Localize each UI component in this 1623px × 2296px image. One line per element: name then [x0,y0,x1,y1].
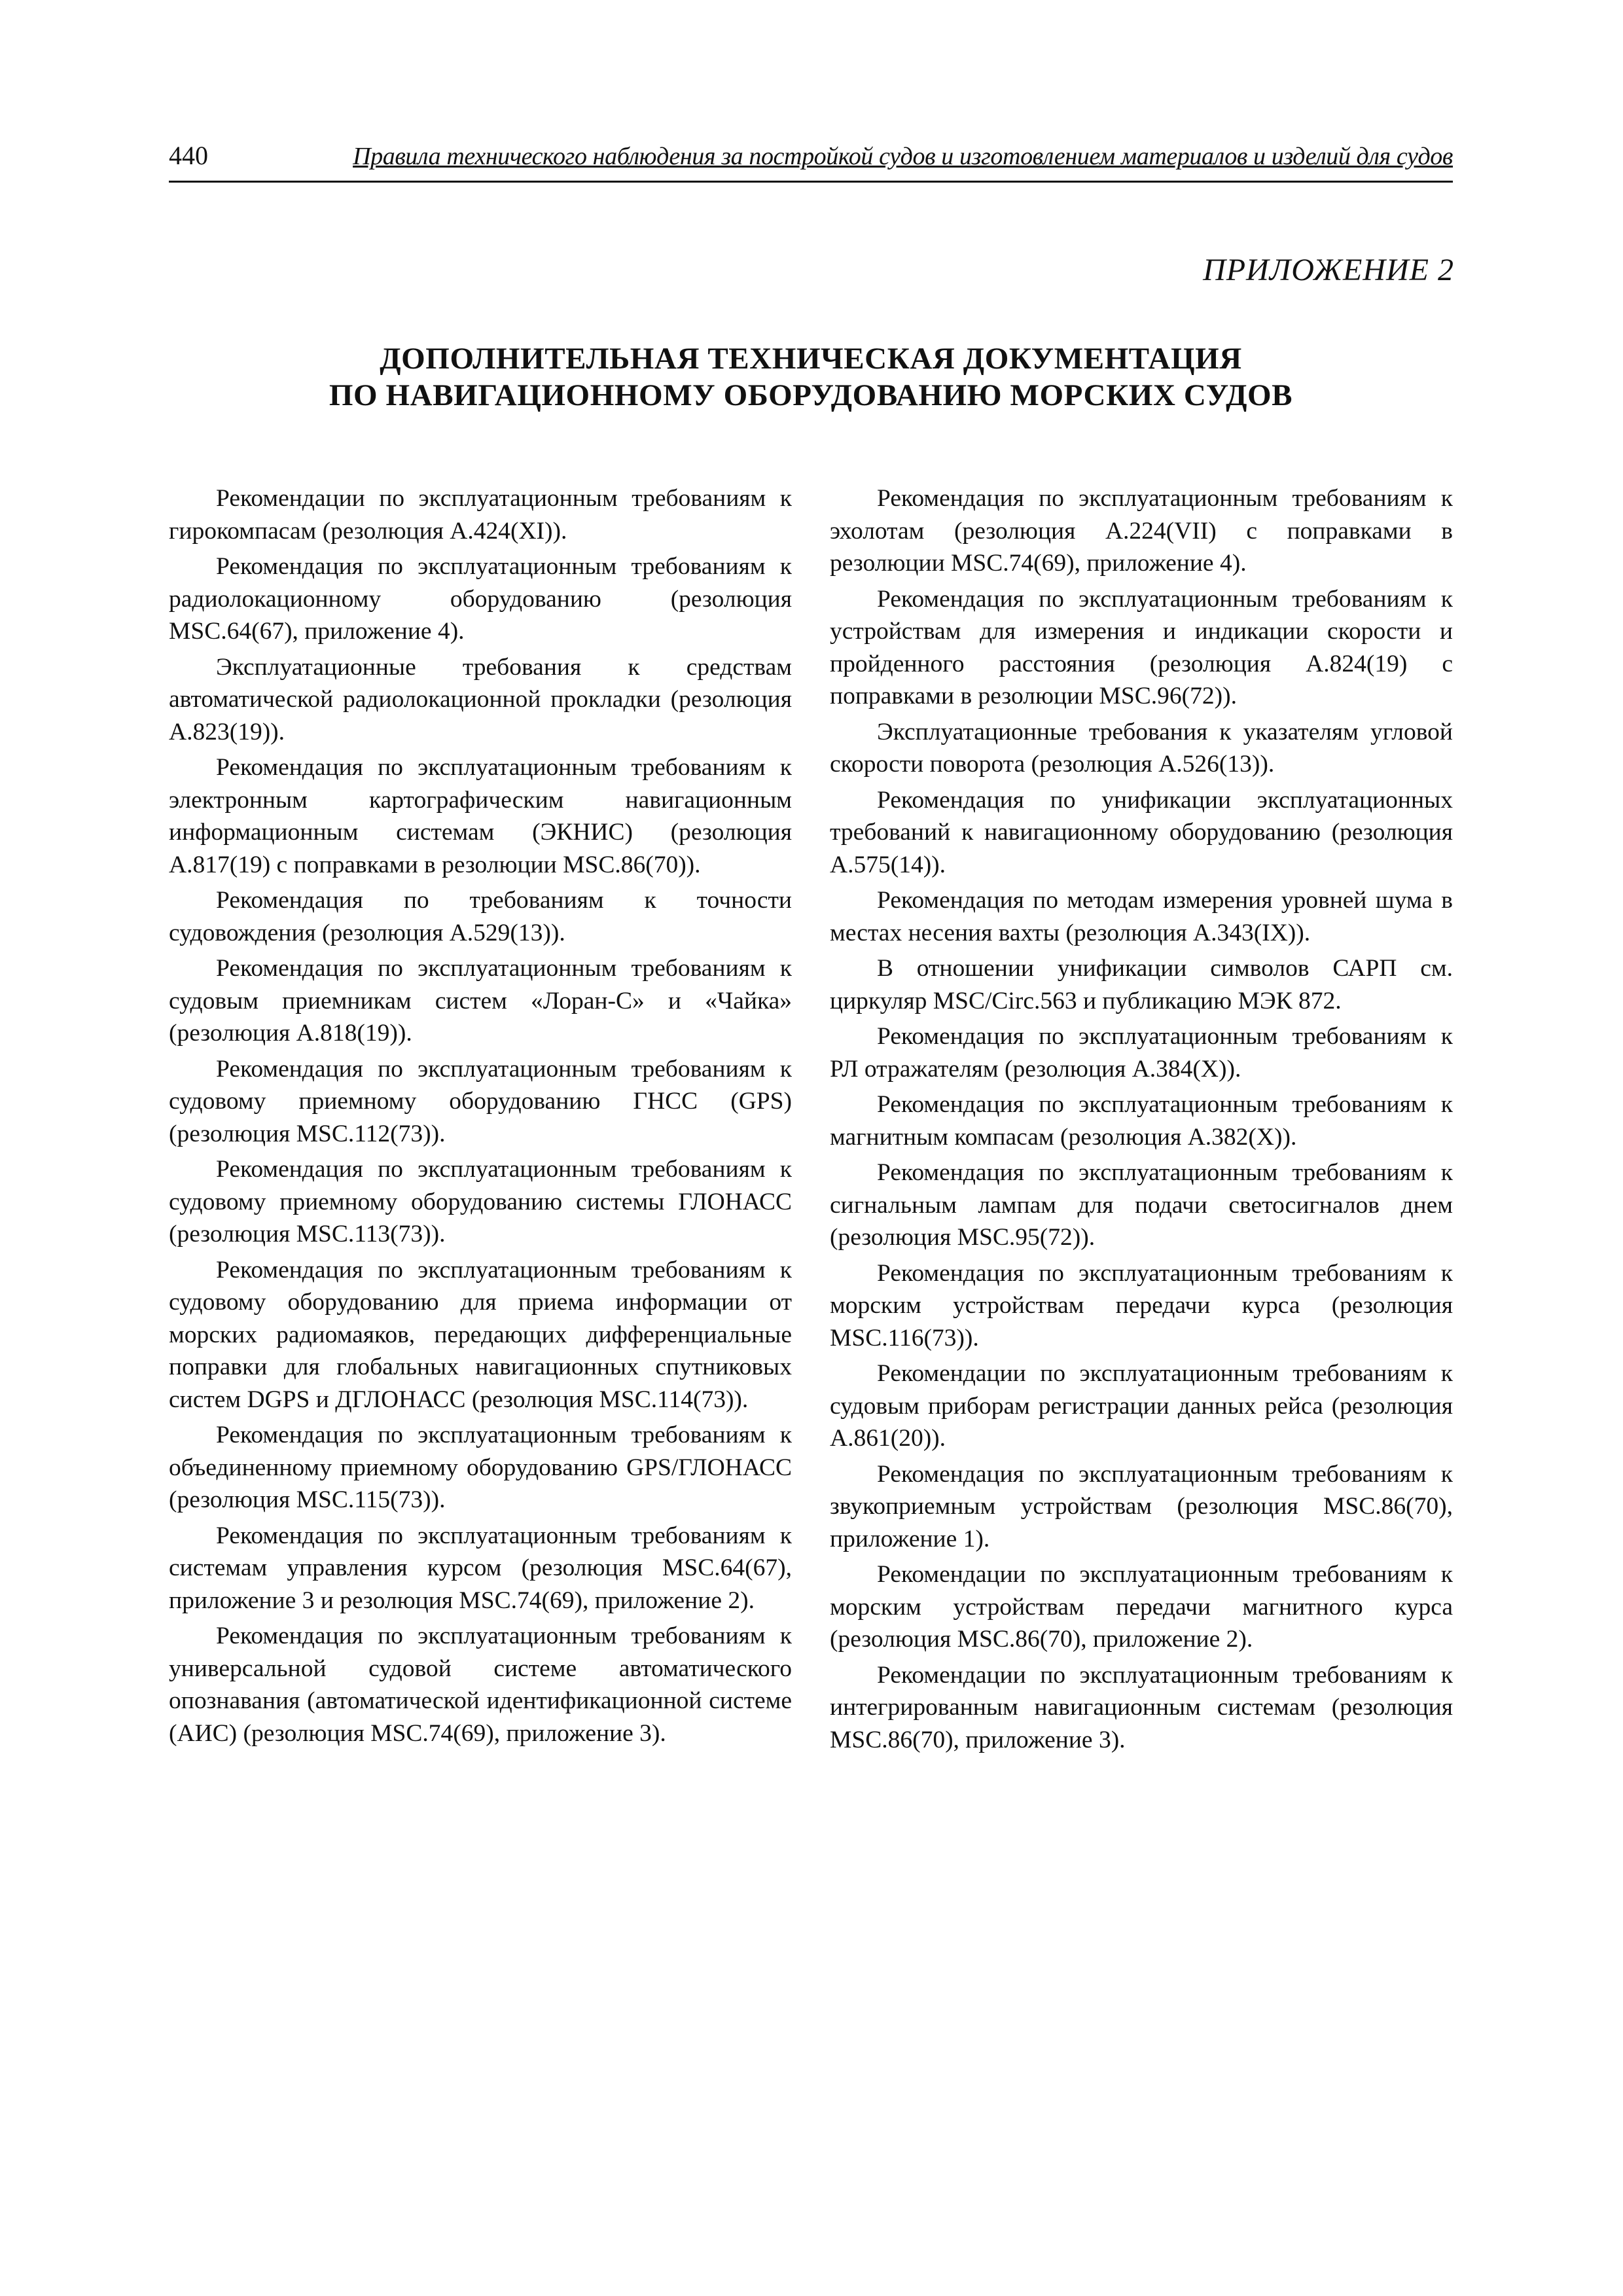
paragraph: Рекомендация по эксплуатационным требованиям к морским устройствам передачи курса (резолюция MSC.116(73)). [830,1259,1453,1352]
paragraph: Рекомендация по эксплуатационным требованиям к объединенному приемному оборудованию GPS/ГЛОНАСС (резолюция MSC.115(73)). [169,1422,792,1513]
paragraph: Рекомендации по эксплуатационным требованиям к интегрированным навигационным системам (резолюция MSC.86(70), приложение 3). [830,1661,1453,1753]
paragraph: Рекомендация по эксплуатационным требованиям к сигнальным лампам для подачи светосигналов днем (резолюция MSC.95(72)). [830,1159,1453,1251]
paragraph: Рекомендация по эксплуатационным требованиям к судовому приемному оборудованию ГНСС (GPS) (резолюция MSC.112(73)). [169,1055,792,1147]
paragraph: Рекомендация по эксплуатационным требованиям к эхолотам (резолюция A.224(VII) с поправками в резолюции MSC.74(69), приложение 4). [830,485,1453,577]
document-title-line-1: ДОПОЛНИТЕЛЬНАЯ ТЕХНИЧЕСКАЯ ДОКУМЕНТАЦИЯ [380,342,1242,376]
paragraph: Рекомендация по эксплуатационным требованиям к магнитным компасам (резолюция A.382(X)). [830,1091,1453,1151]
page-header [169,140,1453,183]
paragraph: В отношении унификации символов САРП см. циркуляр MSC/Circ.563 и публикацию МЭК 872. [830,955,1453,1014]
paragraph: Рекомендация по эксплуатационным требованиям к системам управления курсом (резолюция MSC.64(67), приложение 3 и резолюция MSC.74(69), приложение 2). [169,1522,792,1614]
left-column [169,482,792,1759]
paragraph: Рекомендации по эксплуатационным требованиям к морским устройствам передачи магнитного курса (резолюция MSC.86(70), приложение 2). [830,1561,1453,1653]
right-column [830,482,1453,1759]
paragraph: Рекомендация по методам измерения уровней шума в местах несения вахты (резолюция A.343(IX)). [830,887,1453,946]
paragraph: Рекомендация по эксплуатационным требованиям к устройствам для измерения и индикации скорости и пройденного расстояния (резолюция А.824(19) с поправками в резолюции MSC.96(72)). [830,585,1453,709]
paragraph: Рекомендация по эксплуатационным требованиям к звукоприемным устройствам (резолюция MSC.86(70), приложение 1). [830,1460,1453,1552]
paragraph: Рекомендация по требованиям к точности судовождения (резолюция А.529(13)). [169,887,792,946]
running-title: Правила технического наблюдения за постройкой судов и изготовлением материалов и изделий для судов [353,143,1453,170]
paragraph: Эксплуатационные требования к указателям угловой скорости поворота (резолюция А.526(13)). [830,718,1453,778]
appendix-label: ПРИЛОЖЕНИЕ 2 [1203,253,1454,287]
paragraph: Рекомендация по эксплуатационным требованиям к РЛ отражателям (резолюция A.384(X)). [830,1023,1453,1083]
paragraph: Рекомендация по эксплуатационным требованиям к судовым приемникам систем «Лоран-С» и «Чайка» (резолюция А.818(19)). [169,955,792,1047]
document-title-line-2: ПО НАВИГАЦИОННОМУ ОБОРУДОВАНИЮ МОРСКИХ СУДОВ [329,378,1293,412]
paragraph: Рекомендация по эксплуатационным требованиям к судовому оборудованию для приема информации от морских радиомаяков, передающих дифференциальные поправки для глобальных навигационных спутниковых систем DGPS и ДГЛОНАСС (резолюция MSC.114(73)). [169,1256,792,1413]
body-columns [169,482,1453,1759]
page-number: 440 [169,141,208,170]
paragraph: Рекомендации по эксплуатационным требованиям к гирокомпасам (резолюция A.424(XI)). [169,485,792,545]
paragraph: Рекомендация по эксплуатационным требованиям к электронным картографическим навигационным информационным системам (ЭКНИС) (резолюция А.817(19) с поправками в резолюции MSC.86(70)). [169,754,792,878]
paragraph: Рекомендация по эксплуатационным требованиям к универсальной судовой системе автоматического опознавания (автоматической идентификационной системе (АИС) (резолюция MSC.74(69), приложение 3). [169,1623,792,1747]
document-title [169,340,1453,414]
paragraph: Рекомендация по унификации эксплуатационных требований к навигационному оборудованию (резолюция А.575(14)). [830,786,1453,878]
paragraph: Эксплуатационные требования к средствам автоматической радиолокационной прокладки (резолюция А.823(19)). [169,653,792,745]
paragraph: Рекомендации по эксплуатационным требованиям к судовым приборам регистрации данных рейса (резолюция А.861(20)). [830,1360,1453,1452]
paragraph: Рекомендация по эксплуатационным требованиям к радиолокационному оборудованию (резолюция MSC.64(67), приложение 4). [169,553,792,645]
paragraph: Рекомендация по эксплуатационным требованиям к судовому приемному оборудованию системы ГЛОНАСС (резолюция MSC.113(73)). [169,1156,792,1247]
